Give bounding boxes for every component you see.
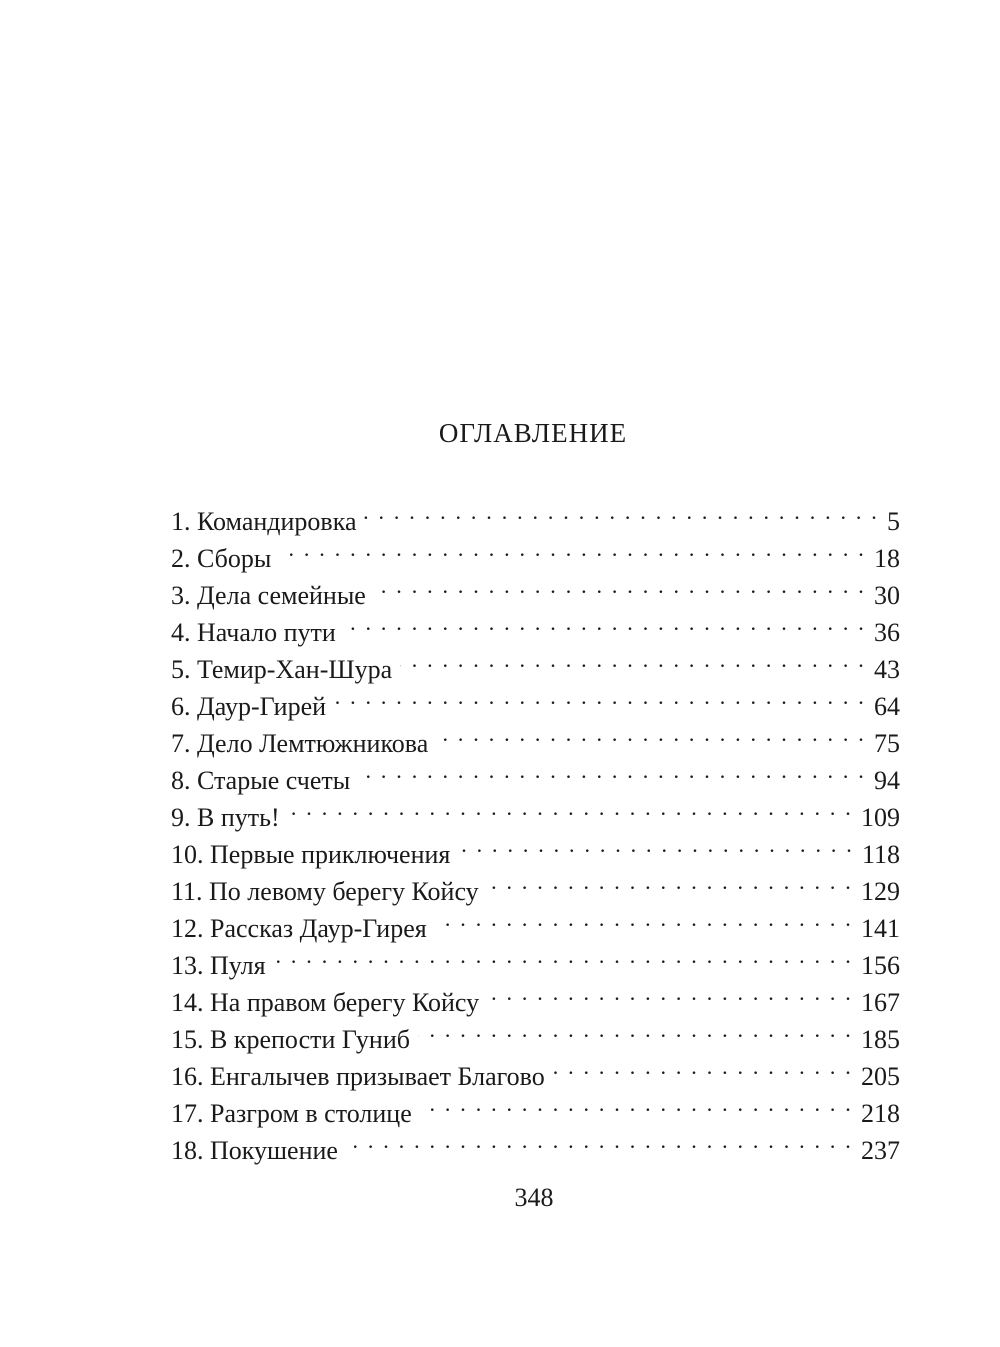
toc-entry-page: 75 xyxy=(874,729,900,758)
toc-entry-page: 205 xyxy=(861,1062,900,1091)
toc-entry-page: 237 xyxy=(861,1136,900,1165)
toc-entry-title: 5. Темир-Хан-Шура xyxy=(171,655,393,684)
dot-leader xyxy=(334,678,866,715)
toc-entry-page: 109 xyxy=(861,803,900,832)
toc-entry-page: 30 xyxy=(874,581,900,610)
dot-leader xyxy=(435,900,853,937)
toc-entry-title: 12. Рассказ Даур-Гирея xyxy=(171,914,427,943)
dot-leader xyxy=(400,641,866,678)
dot-leader xyxy=(418,1011,853,1048)
dot-leader xyxy=(436,715,866,752)
toc-list xyxy=(171,493,900,1165)
toc-entry-page: 36 xyxy=(874,618,900,647)
toc-entry-title: 13. Пуля xyxy=(171,951,266,980)
toc-entry-title: 6. Даур-Гирей xyxy=(171,692,327,721)
toc-entry-page: 185 xyxy=(861,1025,900,1054)
toc-entry-page: 64 xyxy=(874,692,900,721)
toc-entry xyxy=(171,937,900,980)
dot-leader xyxy=(458,826,854,863)
toc-entry-title: 3. Дела семейные xyxy=(171,581,366,610)
dot-leader xyxy=(374,567,866,604)
toc-entry xyxy=(171,530,900,573)
dot-leader xyxy=(358,752,866,789)
toc-entry-page: 94 xyxy=(874,766,900,795)
dot-leader xyxy=(346,1122,853,1159)
toc-entry-title: 15. В крепости Гуниб xyxy=(171,1025,410,1054)
toc-entry-title: 18. Покушение xyxy=(171,1136,338,1165)
toc-entry-page: 118 xyxy=(861,840,900,869)
page-number: 348 xyxy=(514,1183,554,1212)
toc-entry-page: 218 xyxy=(861,1099,900,1128)
toc-entry-title: 8. Старые счеты xyxy=(171,766,351,795)
toc-entry-title: 10. Первые приключения xyxy=(171,840,451,869)
dot-leader xyxy=(553,1048,853,1085)
toc-entry-page: 129 xyxy=(861,877,900,906)
toc-entry-page: 43 xyxy=(874,655,900,684)
toc-entry-title: 4. Начало пути xyxy=(171,618,336,647)
toc-entry-page: 5 xyxy=(887,507,900,536)
toc-entry-page: 167 xyxy=(861,988,900,1017)
toc-heading: ОГЛАВЛЕНИЕ xyxy=(438,418,628,448)
toc-entry xyxy=(171,493,900,536)
toc-entry-title: 1. Командировка xyxy=(171,507,357,536)
dot-leader xyxy=(274,937,853,974)
toc-entry xyxy=(171,974,900,1017)
toc-entry-title: 14. На правом берегу Койсу xyxy=(171,988,480,1017)
toc-entry-title: 11. По левому берегу Койсу xyxy=(171,877,479,906)
dot-leader xyxy=(420,1085,853,1122)
toc-entry-title: 16. Енгалычев призывает Благово xyxy=(171,1062,545,1091)
toc-entry-title: 7. Дело Лемтюжникова xyxy=(171,729,429,758)
toc-entry-title: 2. Сборы xyxy=(171,544,272,573)
dot-leader xyxy=(288,789,853,826)
dot-leader xyxy=(344,604,866,641)
dot-leader xyxy=(279,530,866,567)
toc-entry xyxy=(171,567,900,610)
dot-leader xyxy=(487,974,853,1011)
dot-leader xyxy=(487,863,853,900)
dot-leader xyxy=(364,493,879,530)
toc-entry-title: 9. В путь! xyxy=(171,803,280,832)
toc-entry-page: 156 xyxy=(861,951,900,980)
toc-entry-page: 141 xyxy=(861,914,900,943)
toc-entry-title: 17. Разгром в столице xyxy=(171,1099,412,1128)
toc-entry-page: 18 xyxy=(874,544,900,573)
